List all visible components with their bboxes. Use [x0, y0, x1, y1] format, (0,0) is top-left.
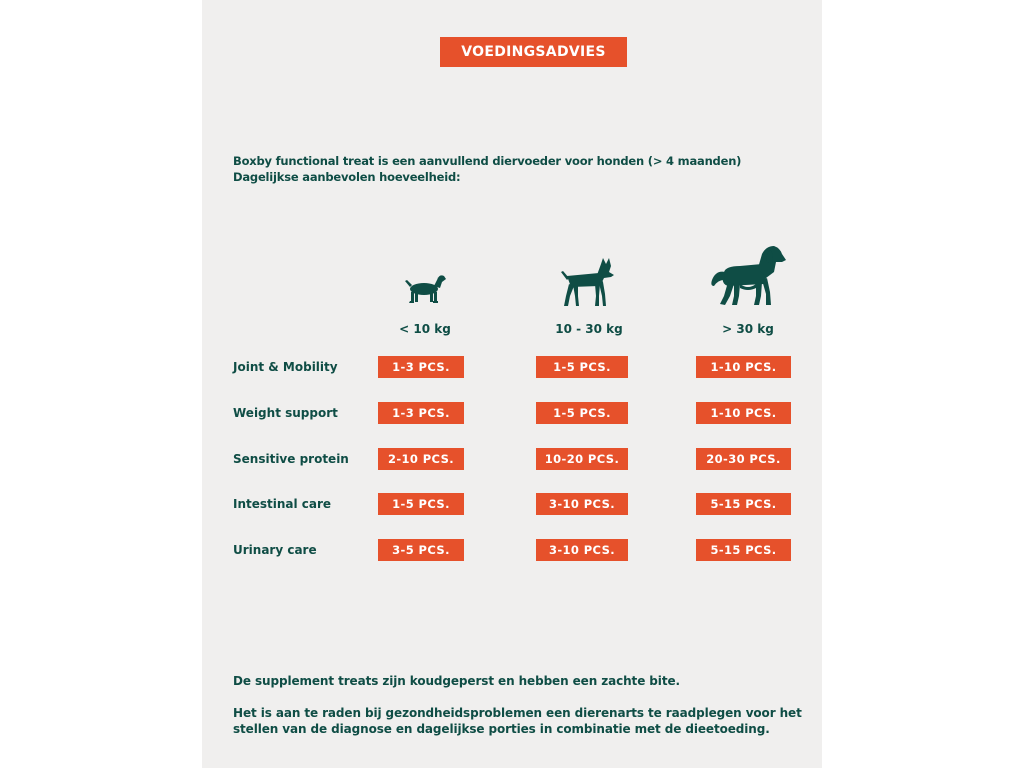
small-dog-icon: [404, 270, 448, 304]
dose-cell: 3-10 PCS.: [536, 539, 628, 561]
row-label-sensitive-protein: Sensitive protein: [233, 452, 349, 466]
dose-cell: 3-10 PCS.: [536, 493, 628, 515]
weight-label-large: > 30 kg: [722, 322, 774, 336]
intro-line-2: Dagelijkse aanbevolen hoeveelheid:: [233, 170, 461, 184]
row-label-intestinal-care: Intestinal care: [233, 497, 332, 511]
dose-cell: 1-10 PCS.: [696, 402, 791, 424]
intro-text: [233, 153, 793, 185]
dose-cell: 1-10 PCS.: [696, 356, 791, 378]
footer-line-1: De supplement treats zijn koudgeperst en hebben een zachte bite.: [233, 674, 680, 688]
row-label-urinary-care: Urinary care: [233, 543, 317, 557]
dose-cell: 5-15 PCS.: [696, 539, 791, 561]
page-title: VOEDINGSADVIES: [440, 37, 627, 67]
dose-cell: 3-5 PCS.: [378, 539, 464, 561]
dose-cell: 1-5 PCS.: [378, 493, 464, 515]
dose-cell: 1-3 PCS.: [378, 356, 464, 378]
intro-line-1: Boxby functional treat is een aanvullend diervoeder voor honden (> 4 maanden): [233, 154, 742, 168]
footer-note-2: [233, 705, 803, 737]
feeding-advice-page: [202, 0, 822, 768]
large-dog-icon: [710, 244, 786, 308]
row-label-weight-support: Weight support: [233, 406, 338, 420]
footer-line-3: stellen van de diagnose en dagelijkse porties in combinatie met de dieetoeding.: [233, 722, 770, 736]
footer-line-2: Het is aan te raden bij gezondheidsproblemen een dierenarts te raadplegen voor het: [233, 706, 802, 720]
weight-label-small: < 10 kg: [399, 322, 451, 336]
footer-note-1: [233, 673, 803, 689]
dose-cell: 5-15 PCS.: [696, 493, 791, 515]
dose-cell: 1-3 PCS.: [378, 402, 464, 424]
dose-cell: 1-5 PCS.: [536, 356, 628, 378]
dose-cell: 20-30 PCS.: [696, 448, 791, 470]
medium-dog-icon: [559, 256, 615, 308]
dose-cell: 2-10 PCS.: [378, 448, 464, 470]
weight-label-medium: 10 - 30 kg: [555, 322, 623, 336]
row-label-joint-mobility: Joint & Mobility: [233, 360, 338, 374]
dose-cell: 10-20 PCS.: [536, 448, 628, 470]
dose-cell: 1-5 PCS.: [536, 402, 628, 424]
